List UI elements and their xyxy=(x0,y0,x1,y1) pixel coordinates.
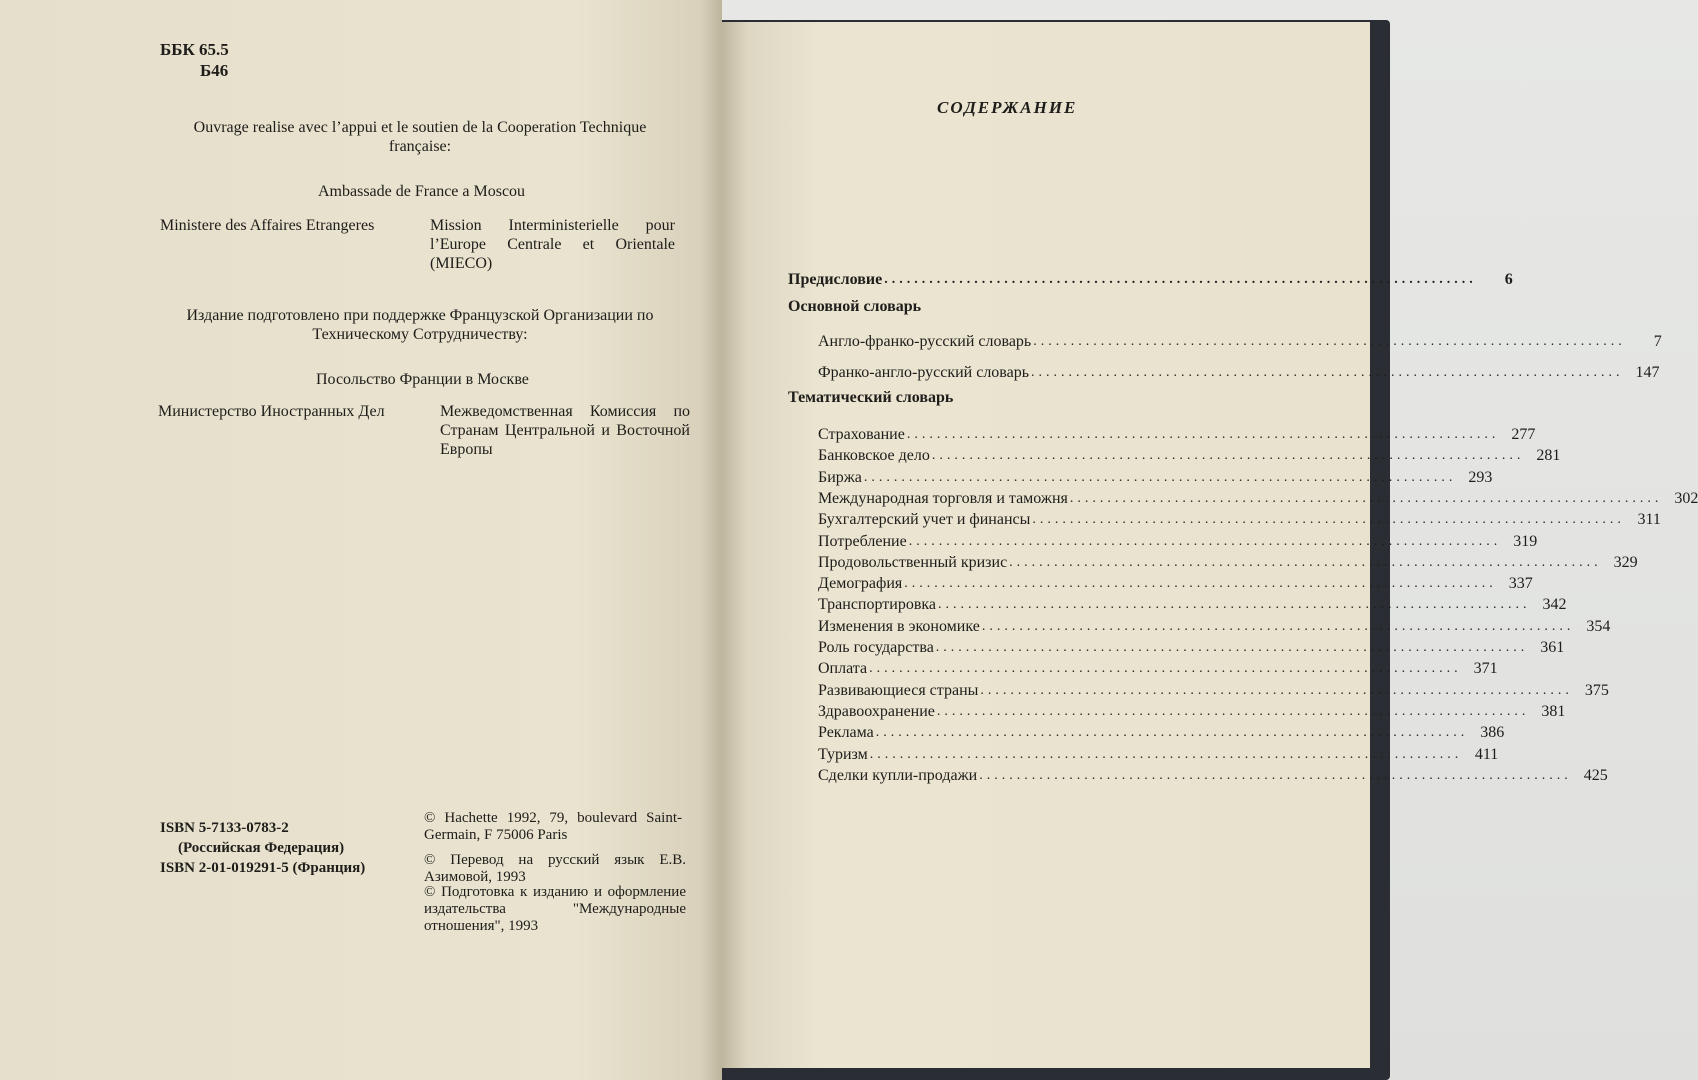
toc-entry-label: Развивающиеся страны xyxy=(818,681,979,699)
toc-entry[interactable] xyxy=(818,529,1538,551)
toc-preface[interactable] xyxy=(788,267,1513,289)
toc-entry-label: Демография xyxy=(818,575,903,593)
copyright-hachette: © Hachette 1992, 79, boulevard Saint-Germain, F 75006 Paris xyxy=(424,810,682,843)
copyright-publisher: © Подготовка к изданию и оформление издательства "Международные отношения", 1993 xyxy=(424,884,686,934)
bbk-label: ББК 65.5 xyxy=(160,40,229,59)
thematic-dictionary-heading: Тематический словарь xyxy=(788,389,954,406)
toc-entry-label: Банковское дело xyxy=(818,447,930,465)
toc-entry-page: 302 xyxy=(1674,489,1698,507)
toc-dot-leader: ............................................................................... xyxy=(869,661,1462,677)
ministry-fr: Ministere des Affaires Etrangeres xyxy=(160,217,375,234)
toc-entry-page: 319 xyxy=(1513,532,1538,550)
left-page xyxy=(0,0,722,1080)
toc-entry-page: 281 xyxy=(1536,447,1561,465)
toc-entry[interactable] xyxy=(818,360,1660,382)
toc-entry-label: Международная торговля и таможня xyxy=(818,489,1068,507)
toc-entry[interactable] xyxy=(818,592,1567,614)
toc-entry-page: 361 xyxy=(1540,639,1565,656)
toc-entry-page: 311 xyxy=(1637,511,1661,529)
toc-entry[interactable] xyxy=(818,329,1662,351)
toc-entry-page: 337 xyxy=(1508,575,1533,593)
toc-entry-page: 425 xyxy=(1583,766,1608,784)
isbn-fr: ISBN 2-01-019291-5 (Франция) xyxy=(160,860,366,876)
toc-entry[interactable] xyxy=(818,699,1566,721)
toc-dot-leader: ............................................................................... xyxy=(904,576,1497,592)
toc-dot-leader: ............................................................................... xyxy=(863,469,1457,485)
toc-dot-leader: ............................................................................... xyxy=(931,448,1525,464)
toc-entry-page: 386 xyxy=(1480,724,1505,742)
isbn-ru: ISBN 5-7133-0783-2 xyxy=(160,820,289,836)
toc-entry-label: Сделки купли-продажи xyxy=(818,766,978,784)
embassy-fr: Ambassade de France a Moscou xyxy=(318,183,526,200)
commission-ru: Межведомственная Комиссия по Странам Центральной и Восточной Европы xyxy=(440,403,690,458)
toc-entry-label: Бухгалтерский учет и финансы xyxy=(818,511,1031,529)
toc-dot-leader: ............................................................................... xyxy=(875,725,1469,741)
toc-entry[interactable] xyxy=(818,635,1565,657)
toc-entry-label: Биржа xyxy=(818,468,862,486)
toc-dot-leader: ............................................................................... xyxy=(1009,554,1602,570)
toc-dot-leader: ............................................................................... xyxy=(1033,334,1626,349)
toc-dot-leader: ............................................................................... xyxy=(908,533,1502,549)
toc-entry-page: 293 xyxy=(1468,468,1493,486)
toc-entry-label: Франко-англо-русский словарь xyxy=(818,364,1030,381)
toc-entry[interactable] xyxy=(818,742,1499,764)
russian-support-text: Издание подготовлено при поддержке Французской Организации по Техническому Сотрудничеству: xyxy=(186,307,654,343)
toc-entry-label: Продовольственный кризис xyxy=(818,553,1008,571)
toc-preface-page: 6 xyxy=(1504,271,1513,288)
toc-dot-leader: ............................................................................... xyxy=(906,427,1500,442)
toc-entry-page: 354 xyxy=(1586,617,1611,635)
toc-entry-label: Англо-франко-русский словарь xyxy=(818,333,1032,350)
toc-entry[interactable] xyxy=(818,486,1698,508)
toc-entry[interactable] xyxy=(818,720,1505,742)
toc-entry-page: 147 xyxy=(1635,364,1660,381)
toc-entry-label: Изменения в экономике xyxy=(818,617,980,635)
toc-dot-leader: ............................................................................... xyxy=(981,618,1575,634)
toc-dot-leader: ............................................................................... xyxy=(936,703,1530,719)
toc-entry-page: 371 xyxy=(1473,660,1498,678)
french-support-text: Ouvrage realise avec l’appui et le soutien de la Cooperation Technique française: xyxy=(193,119,647,155)
toc-dot-leader: ............................................................................... xyxy=(979,767,1572,783)
contents-title: СОДЕРЖАНИЕ xyxy=(937,98,1078,117)
toc-entry[interactable] xyxy=(818,678,1609,700)
ministry-ru: Министерство Иностранных Дел xyxy=(158,403,385,420)
toc-entry[interactable] xyxy=(818,763,1608,785)
toc-entry-label: Реклама xyxy=(818,724,874,742)
toc-dot-leader: ............................................................................... xyxy=(884,272,1477,287)
toc-entry[interactable] xyxy=(818,465,1493,487)
toc-dot-leader: ............................................................................... xyxy=(1032,512,1625,528)
toc-dot-leader: ............................................................................... xyxy=(938,597,1531,613)
toc-dot-leader: ............................................................................... xyxy=(869,746,1463,762)
toc-entry-page: 381 xyxy=(1541,702,1566,720)
toc-entry-page: 411 xyxy=(1474,745,1499,763)
toc-dot-leader: ............................................................................... xyxy=(1069,490,1663,506)
embassy-ru: Посольство Франции в Москве xyxy=(316,371,529,388)
toc-entry-page: 329 xyxy=(1613,553,1638,571)
toc-dot-leader: ............................................................................... xyxy=(980,682,1573,698)
bbk-code: Б46 xyxy=(200,61,229,80)
toc-entry-label: Роль государства xyxy=(818,639,934,656)
toc-dot-leader: ............................................................................... xyxy=(935,640,1529,655)
isbn-ru-country: (Российская Федерация) xyxy=(178,840,345,856)
right-page xyxy=(722,22,1698,1068)
copyright-translation: © Перевод на русский язык Е.В. Азимовой, 1993 xyxy=(424,852,686,885)
toc-entry-label: Транспортировка xyxy=(818,596,937,614)
toc-entry[interactable] xyxy=(818,507,1661,529)
toc-entry-page: 375 xyxy=(1584,681,1609,699)
toc-entry-label: Туризм xyxy=(818,745,868,763)
toc-entry-label: Оплата xyxy=(818,660,868,678)
toc-entry[interactable] xyxy=(818,571,1533,593)
toc-entry-label: Потребление xyxy=(818,532,907,550)
toc-entry-page: 277 xyxy=(1511,426,1536,443)
toc-entry[interactable] xyxy=(818,656,1498,678)
mission-fr: Mission Interministerielle pour l’Europe Centrale et Orientale (MIECO) xyxy=(430,217,675,272)
toc-entry[interactable] xyxy=(818,614,1611,636)
toc-entry[interactable] xyxy=(818,422,1536,444)
toc-entry[interactable] xyxy=(818,443,1561,465)
toc-entry[interactable] xyxy=(818,550,1638,572)
toc-entry-page: 7 xyxy=(1653,333,1662,350)
toc-preface-label: Предисловие xyxy=(788,271,883,288)
toc-dot-leader: ............................................................................... xyxy=(1031,365,1624,380)
toc-entry-label: Страхование xyxy=(818,426,905,443)
toc-entry-page: 342 xyxy=(1542,596,1567,614)
main-dictionary-heading: Основной словарь xyxy=(788,298,922,315)
toc-entry-label: Здравоохранение xyxy=(818,702,935,720)
